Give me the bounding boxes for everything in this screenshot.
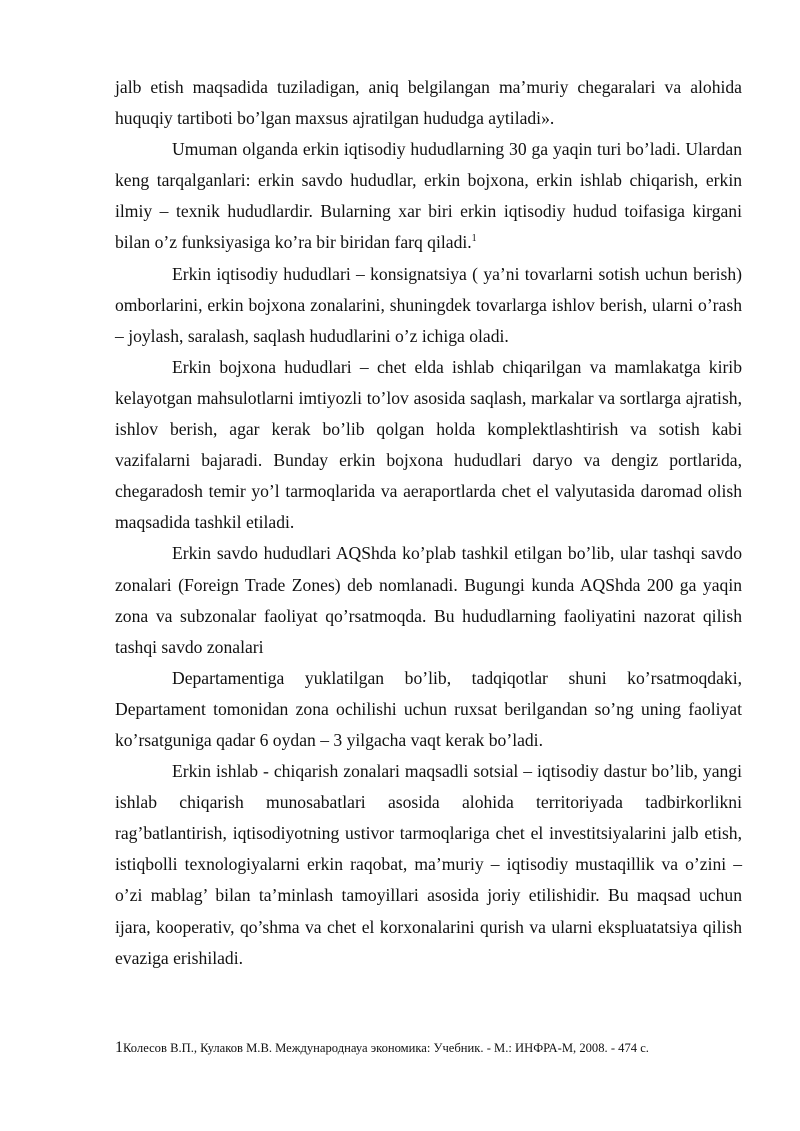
paragraph-production-zones: Erkin ishlab - chiqarish zonalari maqsadli sotsial – iqtisodiy dastur bo’lib, yangi ishlab chiqarish munosabatlari asosida alohida territoriyada tadbirkorlikni rag’batlantirish, iqtisodiyotning ustivor tarmoqlariga chet el investitsiyalarini jalb etish, istiqbolli texnologiyalarni erkin raqobat, ma’muriy – iqtisodiy mustaqillik va o’zini – o’zi mablag’ bilan ta’minlash tamoyillari asosida joriy etilishidir. Bu maqsad uchun ijara, kooperativ, qo’shma va chet el korxonalarini qurish va ularni ekspluatatsiya qilish evaziga erishiladi.: [115, 761, 742, 968]
paragraph-free-economic-zones: Erkin iqtisodiy hududlari – konsignatsiya ( ya’ni tovarlarni sotish uchun berish) omborlarini, erkin bojxona zonalarini, shuningdek tovarlarga ishlov berish, ularni o’rash – joylash, saralash, saqlash hududlarini o’z ichiga oladi.: [115, 263, 742, 346]
footnote-number: 1: [115, 1039, 123, 1056]
footnote-reference[interactable]: 1: [471, 233, 477, 245]
document-body: [115, 72, 742, 974]
paragraph-text: Umuman olganda erkin iqtisodiy hududlarning 30 ga yaqin turi bo’ladi. Ulardan keng tarqalganlari: erkin savdo hududlar, erkin bojxona, erkin ishlab chiqarish, erkin ilmiy – texnik hududlardir. Bularning xar biri erkin iqtisodiy hudud toifasiga kirgani bilan o’z funksiyasiga ko’ra bir biridan farq qiladi.: [115, 139, 742, 253]
paragraph-continuation: jalb etish maqsadida tuziladigan, aniq belgilangan ma’muriy chegaralari va alohida huquqiy tartiboti bo’lgan maxsus ajratilgan hududga aytiladi».: [115, 77, 742, 129]
footnote: [115, 1040, 755, 1056]
footnote-text: Колесов В.П., Кулаков М.В. Международнауа экономика: Учебник. - М.: ИНФРА-М, 2008. - 474 с.: [123, 1041, 649, 1055]
paragraph-free-customs-zones: Erkin bojxona hududlari – chet elda ishlab chiqarilgan va mamlakatga kirib kelayotgan mahsulotlarni imtiyozli to’lov asosida saqlash, markalar va sortlarga ajratish, ishlov berish, agar kerak bo’lib qolgan holda komplektlashtirish va sotish kabi vazifalarni bajaradi. Bunday erkin bojxona hududlari daryo va dengiz portlarida, chegaradosh temir yo’l tarmoqlarida va aeraportlarda chet el valyutasida daromad olish maqsadida tashkil etiladi.: [115, 356, 742, 533]
paragraph-departament: Departamentiga yuklatilgan bo’lib, tadqiqotlar shuni ko’rsatmoqdaki, Departament tomonidan zona ochilishi uchun ruxsat berilgandan so’ng uning faoliyat ko’rsatguniga qadar 6 oydan – 3 yilgacha vaqt kerak bo’ladi.: [115, 667, 742, 750]
paragraph-types-of-zones: [115, 134, 742, 258]
paragraph-free-trade-zones: Erkin savdo hududlari AQShda ko’plab tashkil etilgan bo’lib, ular tashqi savdo zonalari (Foreign Trade Zones) deb nomlanadi. Bugungi kunda AQShda 200 ga yaqin zona va subzonalar faoliyat qo’rsatmoqda. Bu hududlarning faoliyatini nazorat qilish tashqi savdo zonalari: [115, 543, 742, 657]
